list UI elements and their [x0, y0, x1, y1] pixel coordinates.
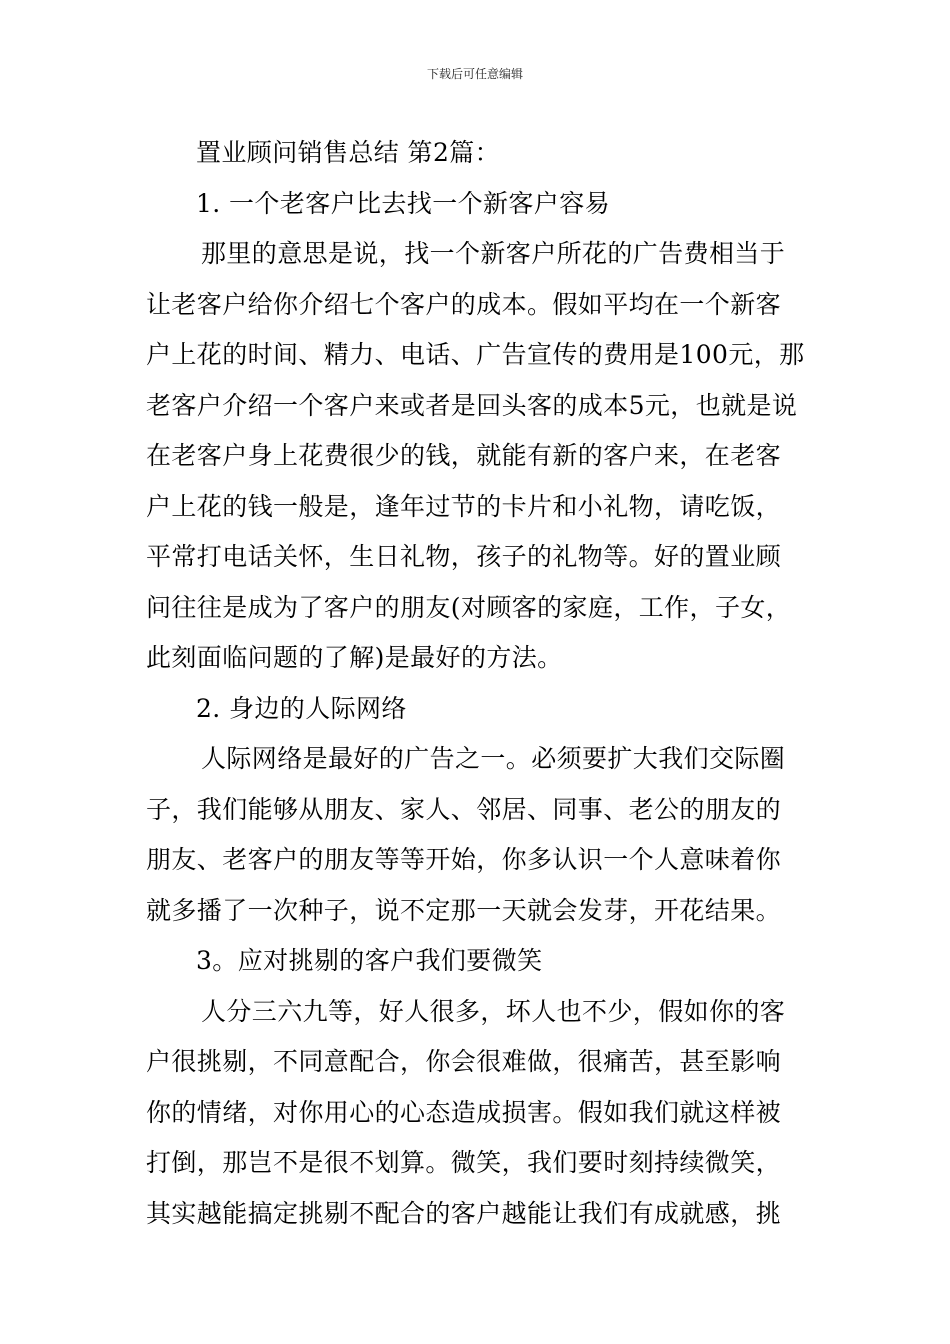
section-1-line: 户上花的钱一般是，逢年过节的卡片和小礼物，请吃饭， — [146, 491, 782, 521]
section-1-line: 问往往是成为了客户的朋友(对顾客的家庭，工作，子女， — [146, 592, 792, 622]
section-1-line: 此刻面临问题的了解)是最好的方法。 — [146, 643, 563, 672]
document-title: 置业顾问销售总结 第2篇： — [196, 138, 501, 167]
section-1-line: 在老客户身上花费很少的钱，就能有新的客户来，在老客 — [146, 441, 782, 470]
section-1-line: 平常打电话关怀，生日礼物，孩子的礼物等。好的置业顾 — [146, 542, 782, 571]
section-3-line: 人分三六九等，好人很多，坏人也不少，假如你的客 — [201, 996, 786, 1026]
section-2-line: 朋友、老客户的朋友等等开始，你多认识一个人意味着你 — [146, 845, 782, 874]
section-1-line: 老客户介绍一个客户来或者是回头客的成本5元，也就是说 — [146, 390, 798, 420]
section-3-line: 你的情绪，对你用心的心态造成损害。假如我们就这样被 — [146, 1097, 782, 1127]
section-2-line: 子，我们能够从朋友、家人、邻居、同事、老公的朋友的 — [146, 794, 782, 824]
section-1-heading: 1. 一个老客户比去找一个新客户容易 — [196, 188, 611, 218]
section-1-line: 让老客户给你介绍七个客户的成本。假如平均在一个新客 — [146, 289, 782, 319]
section-2-line: 就多播了一次种子，说不定那一天就会发芽，开花结果。 — [146, 895, 782, 925]
section-1-line: 户上花的时间、精力、电话、广告宣传的费用是100元，那 — [146, 340, 805, 369]
section-3-line: 户很挑剔，不同意配合，你会很难做，很痛苦，甚至影响 — [146, 1047, 782, 1076]
section-2-heading: 2. 身边的人际网络 — [196, 693, 407, 723]
document-body — [146, 128, 808, 1239]
section-3-line: 打倒，那岂不是很不划算。微笑，我们要时刻持续微笑， — [146, 1148, 782, 1177]
section-2-line: 人际网络是最好的广告之一。必须要扩大我们交际圈 — [201, 744, 786, 773]
section-3-line: 其实越能搞定挑剔不配合的客户越能让我们有成就感，挑 — [146, 1198, 782, 1228]
page-header: 下载后可任意编辑 — [426, 67, 523, 81]
section-1-line: 那里的意思是说，找一个新客户所花的广告费相当于 — [201, 239, 786, 268]
section-3-heading: 3。应对挑剔的客户我们要微笑 — [196, 946, 543, 975]
